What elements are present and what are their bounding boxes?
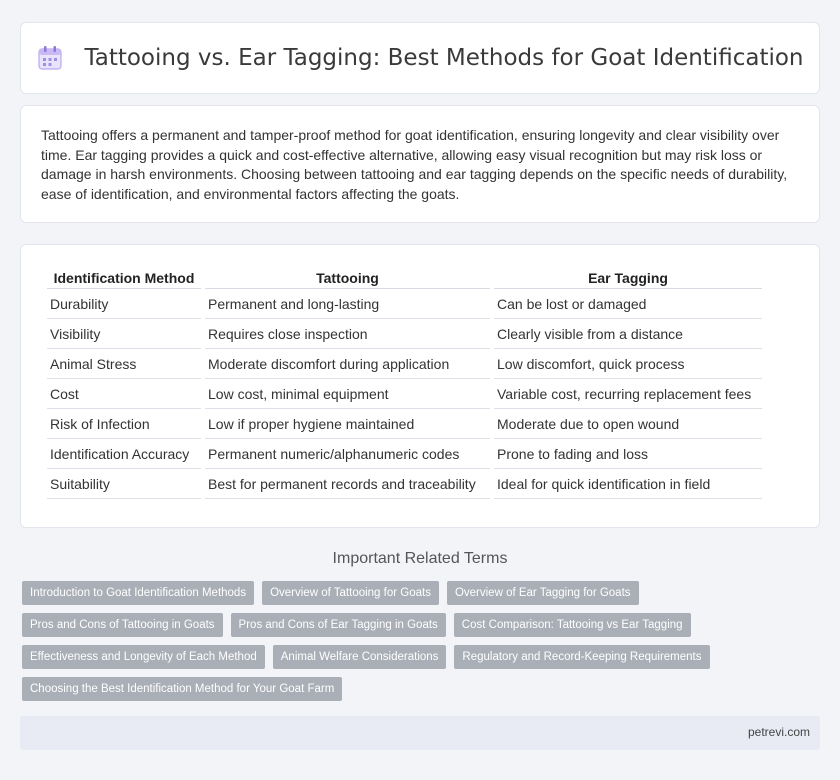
related-term-tag[interactable]: Effectiveness and Longevity of Each Method [22,645,265,669]
row-label: Cost [47,379,201,409]
table-row [47,439,762,469]
comparison-table [43,267,766,499]
ear-tagging-cell: Moderate due to open wound [494,409,762,439]
page-title: Tattooing vs. Ear Tagging: Best Methods for Goat Identification [84,45,804,71]
related-term-tag[interactable]: Pros and Cons of Ear Tagging in Goats [231,613,446,637]
table-row [47,349,762,379]
tattooing-cell: Permanent numeric/alphanumeric codes [205,439,490,469]
tag-row [22,613,822,637]
tattooing-cell: Low cost, minimal equipment [205,379,490,409]
table-row [47,409,762,439]
related-term-tag[interactable]: Cost Comparison: Tattooing vs Ear Tagging [454,613,691,637]
table-header-row [47,267,762,289]
intro-paragraph: Tattooing offers a permanent and tamper-proof method for goat identification, ensuring longevity and clear visibility over time. Ear tagging provides a quick and cost-effective alternative, allowing easy visual recognition but may risk loss or damage in harsh environments. Choosing between tattooing and ear tagging depends on the specific needs of durability, ease of identification, and environmental factors affecting the goats. [41,127,788,202]
tattooing-cell: Requires close inspection [205,319,490,349]
row-label: Durability [47,289,201,319]
row-label: Visibility [47,319,201,349]
related-term-tag[interactable]: Introduction to Goat Identification Methods [22,581,254,605]
header-identification-method: Identification Method [47,267,201,289]
ear-tagging-cell: Low discomfort, quick process [494,349,762,379]
related-terms-list [22,581,822,709]
related-terms-title: Important Related Terms [332,550,508,567]
row-label: Suitability [47,469,201,499]
table-row [47,289,762,319]
footer-site-link[interactable]: petrevi.com [747,725,810,739]
related-term-tag[interactable]: Choosing the Best Identification Method for Your Goat Farm [22,677,342,701]
ear-tagging-cell: Can be lost or damaged [494,289,762,319]
tattooing-cell: Best for permanent records and traceability [205,469,490,499]
related-term-tag[interactable]: Pros and Cons of Tattooing in Goats [22,613,223,637]
title-card [20,22,820,94]
ear-tagging-cell: Ideal for quick identification in field [494,469,762,499]
related-term-tag[interactable]: Overview of Ear Tagging for Goats [447,581,639,605]
row-label: Identification Accuracy [47,439,201,469]
tag-row [22,581,822,605]
tag-row [22,677,822,701]
tattooing-cell: Low if proper hygiene maintained [205,409,490,439]
header-tattooing: Tattooing [205,267,490,289]
row-label: Animal Stress [47,349,201,379]
ear-tagging-cell: Prone to fading and loss [494,439,762,469]
row-label: Risk of Infection [47,409,201,439]
header-ear-tagging: Ear Tagging [494,267,762,289]
tag-row [22,645,822,669]
tattooing-cell: Permanent and long-lasting [205,289,490,319]
table-row [47,319,762,349]
related-term-tag[interactable]: Animal Welfare Considerations [273,645,447,669]
table-row [47,469,762,499]
ear-tagging-cell: Variable cost, recurring replacement fees [494,379,762,409]
comparison-card [20,244,820,528]
tattooing-cell: Moderate discomfort during application [205,349,490,379]
intro-card [20,105,820,223]
ear-tagging-cell: Clearly visible from a distance [494,319,762,349]
related-term-tag[interactable]: Regulatory and Record-Keeping Requirements [454,645,709,669]
footer-bar [20,716,820,750]
calendar-icon [36,44,64,72]
related-term-tag[interactable]: Overview of Tattooing for Goats [262,581,439,605]
table-row [47,379,762,409]
